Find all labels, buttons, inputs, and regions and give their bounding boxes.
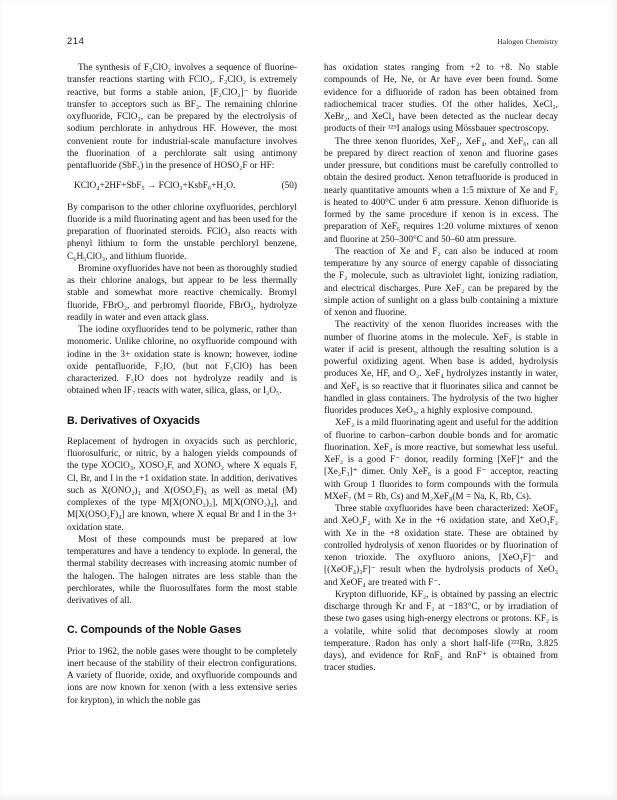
equation-number: (50) (281, 181, 297, 192)
chemical-equation (67, 180, 297, 192)
body-paragraph: Most of these compounds must be prepared at low temperatures and have a tendency to explode. In general, the thermal stability decreases with increasing atomic number of the halogen. The halogen nitrates are less stable than the perchlorates, while the fluorosulfates form the most stable derivatives of all. (67, 534, 297, 606)
left-column (67, 62, 297, 707)
body-paragraph: The reaction of Xe and F₂ can also be induced at room temperature by any source of energy capable of dissociating the F₂ molecule, such as ultraviolet light, ionizing radiation, and electrical discharges. Pure XeF₂ can be prepared by the simple action of sunlight on a glass bulb containing a mixture of xenon and fluorine. (324, 246, 558, 318)
page-number: 214 (67, 36, 85, 47)
body-paragraph: Prior to 1962, the noble gases were thought to be completely inert because of the stability of their electron configurations. A variety of fluoride, oxide, and oxyfluoride compounds and ions are now known for xenon (with a less extensive series for krypton), in which the noble gas (67, 646, 297, 706)
body-paragraph: The synthesis of F₃ClO₂ involves a sequence of fluorine-transfer reactions starting with FClO₂. F₃ClO₂ is extremely reactive, but forms a stable anion, [F₂ClO₂]⁻ by fluoride transfer to acceptors such as BF₃. The remaining chlorine oxyfluoride, FClO₃, can be prepared by the electrolysis of sodium perchlorate in anhydrous HF. However, the most convenient route for industrial-scale manufacture involves the fluorination of a perchlorate salt using antimony pentafluoride (SbF₅) in the presence of HOSO₂F or HF: (67, 63, 297, 171)
body-paragraph: The reactivity of the xenon fluorides increases with the number of fluorine atoms in the molecule. XeF₂ is stable in water if acid is present, although the resulting solution is a powerful oxidizing agent. When base is added, hydrolysis produces Xe, HF, and O₂. XeF₄ hydrolyzes instantly in water, and XeF₆ is so reactive that it fluorinates silica and cannot be handled in glass containers. The hydrolysis of the two higher fluorides produces XeO₃, a highly explosive compound. (324, 320, 558, 416)
body-paragraph: By comparison to the other chlorine oxyfluorides, perchloryl fluoride is a mild fluorinating agent and has been used for the preparation of fluorinated steroids. FClO₃ also reacts with phenyl lithium to form the unstable perchloryl benzene, C₆H₅ClO₃, and lithium fluoride. (67, 202, 297, 262)
body-paragraph: XeF₂ is a mild fluorinating agent and useful for the addition of fluorine to carbon–carbon double bonds and for aromatic fluorination. XeF₄ is more reactive, but somewhat less useful. XeF₂ is a good F⁻ donor, readily forming [XeF]⁺ and the [Xe₂F₃]⁺ dimer. Only XeF₆ is a good F⁻ acceptor, reacting with Group 1 fluorides to form compounds with the formula MXeF₇ (M = Rb, Cs) and M₂XeF₈(M = Na, K, Rb, Cs). (324, 418, 558, 502)
equation-formula: KClO₄+2HF+SbF₅ → FClO₃+KsbF₆+H₂O. (74, 181, 236, 192)
two-column-layout (67, 62, 558, 707)
body-paragraph: Krypton difluoride, KF₂, is obtained by passing an electric discharge through Kr and F₂ at −183°C, or by irradiation of these two gases using high-energy electrons or protons. KF₂ is a volatile, white solid that decomposes slowly at room temperature. Radon has only a short half-life (²²²Rn, 3.825 days), and evidence for RnF₂ and RnF⁺ is obtained from tracer studies. (324, 589, 558, 674)
body-paragraph: Replacement of hydrogen in oxyacids such as perchloric, fluorosulfuric, or nitric, by a halogen yields compounds of the type XOClO₃, XOSO₂F, and XONO₂ where X equals F, Cl, Br, and I in the +1 oxidation state. In addition, derivatives such as X(ONO₂)₃ and X(OSO₂F)₃ as well as metal (M) complexes of the type M[X(ONO₂)₂], M[X(ONO₂)₄], and M[X(OSO₂F)₄] are known, where X equal Br and I in the 3+ oxidation state. (67, 436, 297, 533)
body-paragraph: has oxidation states ranging from +2 to +8. No stable compounds of He, Ne, or Ar have ever been found. Some evidence for a difluoride of radon has been obtained from radiochemical tracer studies. Of the other halides, XeCl₂, XeBr₂, and XeCl₄ have been detected as the nuclear decay products of their ¹²⁹I analogs using Mössbauer spectroscopy. (324, 63, 558, 135)
section-heading-compounds-of-noble-gases: C. Compounds of the Noble Gases (67, 624, 242, 637)
body-paragraph: The iodine oxyfluorides tend to be polymeric, rather than monomeric. Unlike chlorine, no oxyfluoride compound with iodine in the 3+ oxidation state is known; however, iodine oxide pentafluoride, F₅IO, (but not F₅ClO) has been characterized. F₅IO does not hydrolyze readily and is obtained when IF₇ reacts with water, silica, glass, or I₂O₅. (67, 325, 297, 397)
section-heading-derivatives-of-oxyacids: B. Derivatives of Oxyacids (67, 414, 201, 427)
body-paragraph: Bromine oxyfluorides have not been as thoroughly studied as their chlorine analogs, but appear to be less thermally stable and somewhat more reactive chemically. Bromyl fluoride, FBrO₂, and perbromyl fluoride, FBrO₃, hydrolyze readily in water and even attack glass. (67, 263, 297, 323)
page-header (67, 36, 558, 47)
body-paragraph: The three xenon fluorides, XeF₂, XeF₄, and XeF₆, can all be prepared by direct reaction of xenon and fluorine gases under pressure, but conditions must be carefully controlled to obtain the desired product. Xenon tetrafluoride is produced in nearly quantitative amounts when a 1:5 mixture of Xe and F₂ is heated to 400°C under 6 atm pressure. Xenon difluoride is formed by the same procedure if xenon is in excess. The preparation of XeF₆ requires 1:20 volume mixtures of xenon and fluorine at 250–300°C and 50–60 atm pressure. (324, 136, 558, 245)
running-head: Halogen Chemistry (497, 37, 558, 46)
right-column (324, 62, 558, 707)
body-paragraph: Three stable oxyfluorides have been characterized: XeOF₄ and XeO₂F₂ with Xe in the +6 oxidation state, and XeO₃F₂ with Xe in the +8 oxidation state. These are obtained by controlled hydrolysis of xenon fluorides or by fluorination of xenon trioxide. The oxyfluoro anions, [XeO₃F]⁻ and [(XeOF₄)₃F]⁻ result when the hydrolysis products of XeO₃ and XeOF₄ are treated with F⁻. (324, 504, 558, 588)
